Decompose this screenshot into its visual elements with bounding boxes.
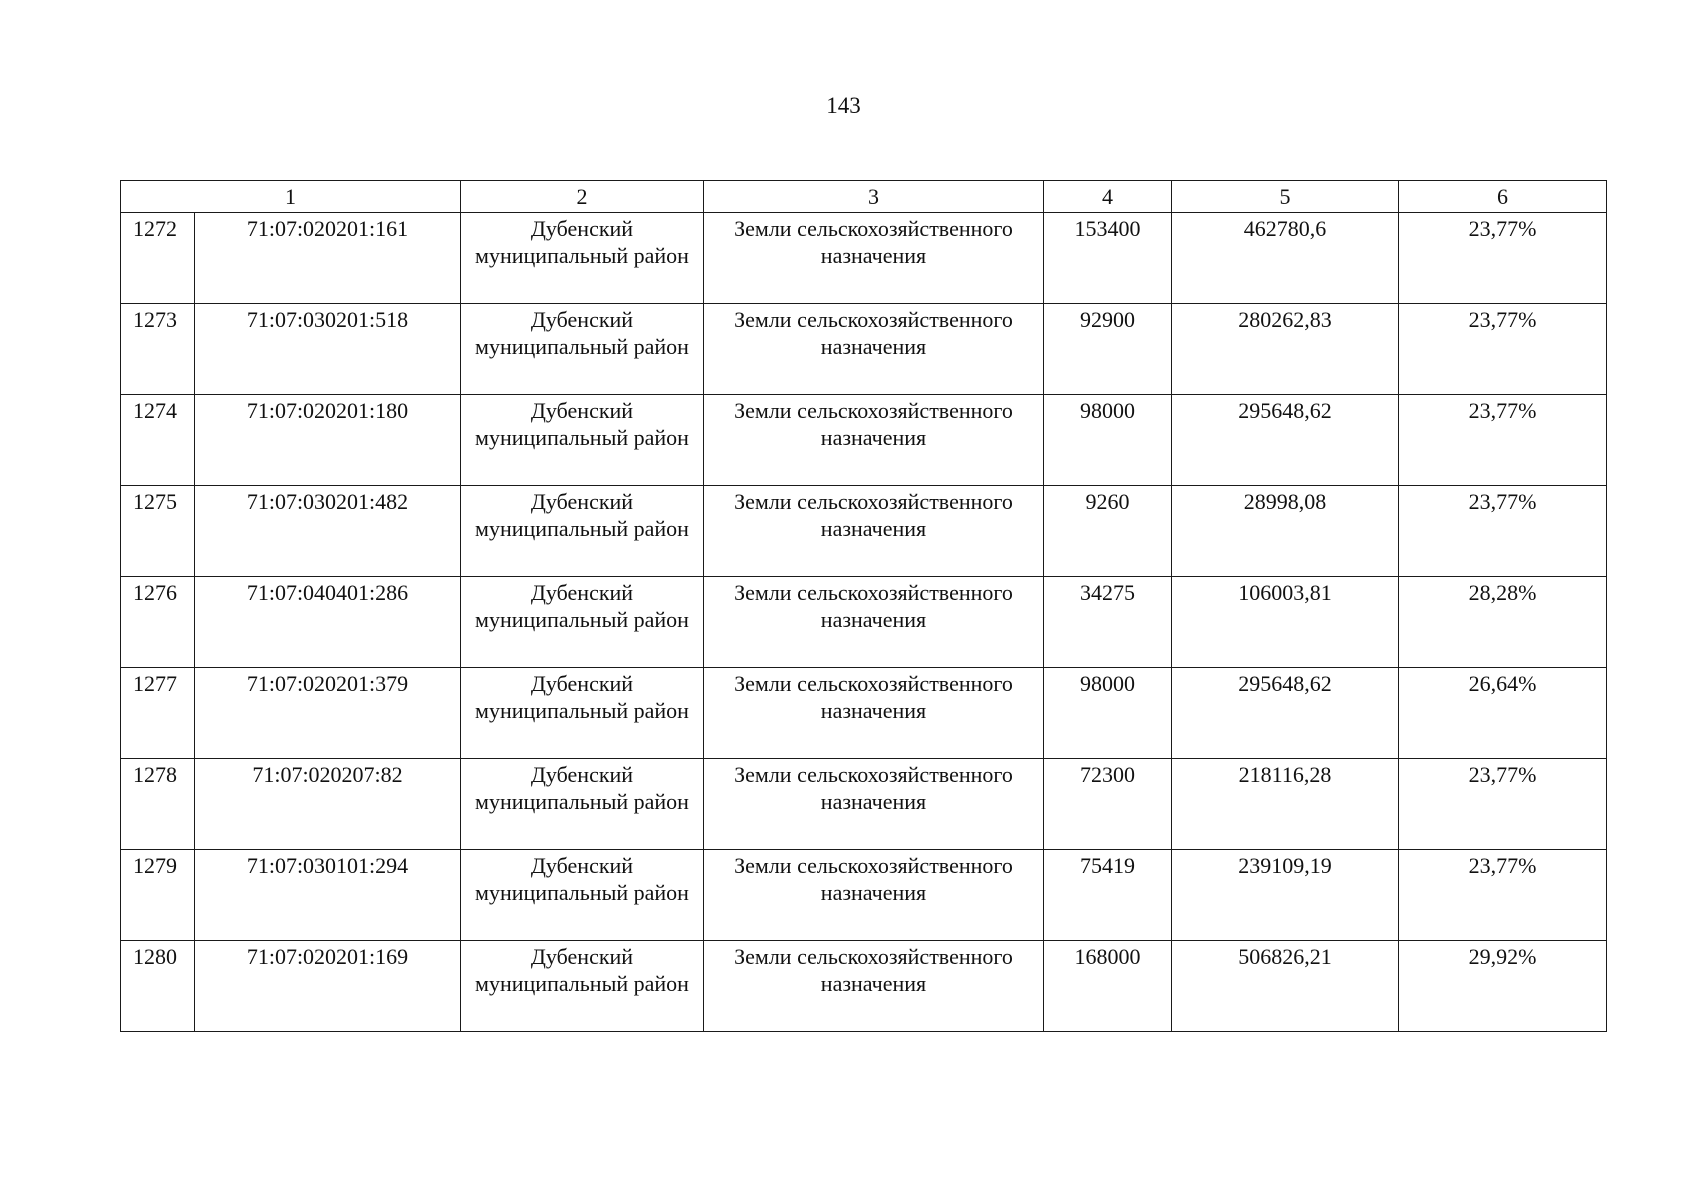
percent-cell: 23,77% (1399, 850, 1607, 941)
district-cell: Дубенский муниципальный район (461, 850, 704, 941)
cadastral-value-cell: 462780,6 (1172, 213, 1399, 304)
district-cell: Дубенский муниципальный район (461, 577, 704, 668)
district-cell: Дубенский муниципальный район (461, 213, 704, 304)
column-header-1: 1 (121, 181, 461, 213)
district-cell: Дубенский муниципальный район (461, 941, 704, 1032)
table-body (121, 213, 1607, 1032)
cadastral-value-cell: 106003,81 (1172, 577, 1399, 668)
land-category-cell: Земли сельскохозяйственного назначения (704, 668, 1044, 759)
table-row (121, 213, 1607, 304)
area-cell: 75419 (1044, 850, 1172, 941)
column-header-6: 6 (1399, 181, 1607, 213)
cadastral-value-cell: 280262,83 (1172, 304, 1399, 395)
cadastral-number-cell: 71:07:020201:379 (195, 668, 461, 759)
cadastral-number-cell: 71:07:040401:286 (195, 577, 461, 668)
percent-cell: 23,77% (1399, 759, 1607, 850)
land-category-cell: Земли сельскохозяйственного назначения (704, 577, 1044, 668)
percent-cell: 23,77% (1399, 213, 1607, 304)
cadastral-value-cell: 239109,19 (1172, 850, 1399, 941)
area-cell: 98000 (1044, 395, 1172, 486)
area-cell: 153400 (1044, 213, 1172, 304)
cadastral-number-cell: 71:07:020201:161 (195, 213, 461, 304)
row-number-cell: 1273 (121, 304, 195, 395)
district-cell: Дубенский муниципальный район (461, 668, 704, 759)
page-number: 143 (826, 93, 861, 118)
land-category-cell: Земли сельскохозяйственного назначения (704, 213, 1044, 304)
row-number-cell: 1272 (121, 213, 195, 304)
percent-cell: 29,92% (1399, 941, 1607, 1032)
area-cell: 9260 (1044, 486, 1172, 577)
land-category-cell: Земли сельскохозяйственного назначения (704, 850, 1044, 941)
cadastral-value-cell: 506826,21 (1172, 941, 1399, 1032)
row-number-cell: 1278 (121, 759, 195, 850)
land-plots-table (120, 180, 1607, 1032)
table-row (121, 759, 1607, 850)
cadastral-number-cell: 71:07:030201:518 (195, 304, 461, 395)
percent-cell: 23,77% (1399, 304, 1607, 395)
table-header (121, 181, 1607, 213)
table-row (121, 668, 1607, 759)
land-category-cell: Земли сельскохозяйственного назначения (704, 941, 1044, 1032)
percent-cell: 28,28% (1399, 577, 1607, 668)
table-row (121, 850, 1607, 941)
land-category-cell: Земли сельскохозяйственного назначения (704, 304, 1044, 395)
table-row (121, 486, 1607, 577)
row-number-cell: 1277 (121, 668, 195, 759)
table-row (121, 577, 1607, 668)
table-row (121, 304, 1607, 395)
area-cell: 98000 (1044, 668, 1172, 759)
column-header-3: 3 (704, 181, 1044, 213)
table-row (121, 395, 1607, 486)
percent-cell: 23,77% (1399, 486, 1607, 577)
area-cell: 34275 (1044, 577, 1172, 668)
land-category-cell: Земли сельскохозяйственного назначения (704, 486, 1044, 577)
district-cell: Дубенский муниципальный район (461, 304, 704, 395)
cadastral-number-cell: 71:07:030101:294 (195, 850, 461, 941)
cadastral-value-cell: 295648,62 (1172, 668, 1399, 759)
cadastral-value-cell: 218116,28 (1172, 759, 1399, 850)
row-number-cell: 1274 (121, 395, 195, 486)
column-header-5: 5 (1172, 181, 1399, 213)
row-number-cell: 1276 (121, 577, 195, 668)
cadastral-value-cell: 295648,62 (1172, 395, 1399, 486)
district-cell: Дубенский муниципальный район (461, 486, 704, 577)
column-header-4: 4 (1044, 181, 1172, 213)
row-number-cell: 1280 (121, 941, 195, 1032)
land-category-cell: Земли сельскохозяйственного назначения (704, 759, 1044, 850)
table-row (121, 941, 1607, 1032)
cadastral-value-cell: 28998,08 (1172, 486, 1399, 577)
row-number-cell: 1275 (121, 486, 195, 577)
area-cell: 92900 (1044, 304, 1172, 395)
area-cell: 72300 (1044, 759, 1172, 850)
cadastral-number-cell: 71:07:030201:482 (195, 486, 461, 577)
district-cell: Дубенский муниципальный район (461, 395, 704, 486)
percent-cell: 26,64% (1399, 668, 1607, 759)
row-number-cell: 1279 (121, 850, 195, 941)
cadastral-number-cell: 71:07:020201:180 (195, 395, 461, 486)
header-row (121, 181, 1607, 213)
land-category-cell: Земли сельскохозяйственного назначения (704, 395, 1044, 486)
cadastral-number-cell: 71:07:020207:82 (195, 759, 461, 850)
column-header-2: 2 (461, 181, 704, 213)
percent-cell: 23,77% (1399, 395, 1607, 486)
district-cell: Дубенский муниципальный район (461, 759, 704, 850)
cadastral-number-cell: 71:07:020201:169 (195, 941, 461, 1032)
area-cell: 168000 (1044, 941, 1172, 1032)
